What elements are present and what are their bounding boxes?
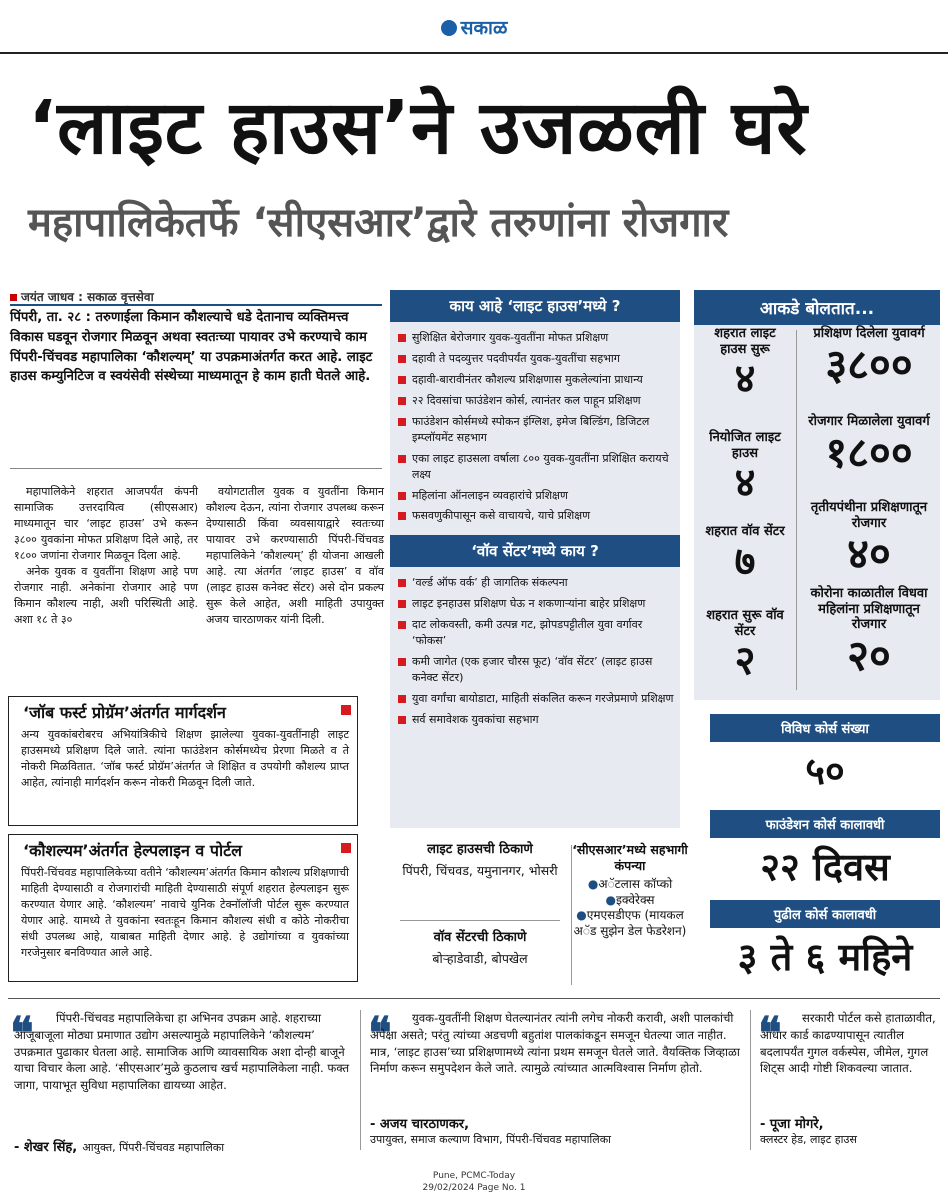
quote-3: सरकारी पोर्टल कसे हाताळावीत, आधार कार्ड काढण्यापासून त्यातील बदलापर्यंत गुगल वर्कस्पेस, जीमेल, गुगल शिट्स आदी गोष्टी शिकवल्या जातात. — [760, 1011, 936, 1076]
red-square-icon — [341, 705, 351, 715]
headline: ‘लाइट हाउस’ने उजळली घरे — [28, 85, 808, 171]
bullet-dot-icon: ● — [587, 877, 599, 892]
stat-lh-planned — [700, 430, 790, 505]
company-list — [572, 877, 688, 939]
section-text: अन्य युवकांबरोबरच अभियांत्रिकीचे शिक्षण झालेल्या युवका-युवतींनाही लाइट हाउसमध्ये प्रशिक्षण दिले जाते. त्यांना फाउंडेशन कोर्समध्येच प्रेरणा मिळते व ते नोकरी मिळवितात. ‘जॉब फर्स्ट प्रोग्रॅम’अंतर्गत जे शिक्षित व उपयोगी कौशल्य प्राप्त आहेत, त्यांनाही मार्गदर्शन करून नोकरी मिळवून दिली जाते. — [21, 728, 349, 789]
section-title: ‘कौशल्यम’अंतर्गत हेल्पलाइन व पोर्टल — [23, 841, 243, 860]
list-item: ‘वर्ल्ड ऑफ वर्क’ ही जागतिक संकल्पना — [398, 575, 674, 591]
footer-line: Pune, PCMC-Today — [432, 1171, 516, 1181]
author-role: क्लस्टर हेड, लाइट हाउस — [760, 1133, 857, 1146]
bullet-dot-icon: ● — [576, 908, 587, 923]
csr-title: ‘सीएसआर’मध्ये सहभागी कंपन्या — [572, 842, 688, 873]
company-item: ●एमएसडीएफ (मायकल अॅड सुझेन डेल फेडरेशन) — [573, 908, 687, 939]
stat-value: १८०० — [825, 427, 913, 477]
next-course-value: ३ ते ६ महिने — [737, 935, 913, 979]
stat-value: २ — [734, 638, 756, 685]
subheadline: महापालिकेतर्फे ‘सीएसआर’द्वारे तरुणांना रोजगार — [28, 200, 729, 246]
author-role: आयुक्त, पिंपरी-चिंचवड महापालिका — [82, 1141, 225, 1154]
location-text: बोऱ्हाडेवाडी, बोपखेल — [432, 950, 528, 966]
location-title: लाइट हाउसची ठिकाणे — [427, 842, 533, 857]
list-item: कमी जागेत (एक हजार चौरस फूट) ‘वॉव सेंटर’ (लाइट हाउस कनेक्ट सेंटर) — [398, 654, 674, 686]
list-item: सुशिक्षित बेरोजगार युवक-युवतींना मोफत प्रशिक्षण — [398, 330, 674, 346]
quote-2: युवक-युवतींनी शिक्षण घेतल्यानंतर त्यांनी लगेच नोकरी करावी, अशी पालकांची अपेक्षा असते; परंतु त्यांच्या अडचणी बहुतांश पालकांकडून समजून घेतल्या जात नाहीत. मात्र, ‘लाइट हाउस’च्या प्रशिक्षणामध्ये त्यांना प्रथम समजून घेतले जाते. वैयक्तिक जिव्हाळा निर्माण करून समुपदेशन केले जाते. त्यामुळे त्यांच्यात आत्मविश्‍वास निर्माण होतो. — [370, 1011, 740, 1076]
stats-divider — [796, 330, 797, 690]
wow-locations — [390, 930, 570, 990]
helpline-portal-section — [8, 834, 358, 982]
stat-value: ३८०० — [825, 339, 913, 389]
foundation-value: २२ दिवस — [760, 845, 890, 889]
quote-3-author — [760, 1114, 940, 1147]
stats-box — [694, 290, 940, 700]
author-name: - पूजा मोगरे, — [760, 1117, 824, 1132]
masthead-rule — [0, 52, 948, 54]
quotes-rule — [8, 998, 940, 999]
author-name: - अजय चारठाणकर, — [370, 1117, 470, 1132]
csr-companies — [572, 842, 688, 940]
stat-value: ४ — [734, 356, 756, 403]
stat-label: प्रशिक्षण दिलेला युवावर्ग — [813, 326, 925, 341]
stat-employed — [804, 414, 934, 476]
next-course-label: पुढील कोर्स कालावधी — [710, 900, 940, 928]
quote-divider — [750, 1010, 751, 1150]
lead-divider — [10, 468, 382, 469]
stat-wow-running — [700, 608, 790, 683]
stats-title: आकडे बोलतात... — [694, 290, 940, 325]
location-title: वॉव सेंटरची ठिकाणे — [433, 930, 527, 945]
masthead — [0, 14, 948, 40]
list-item: फसवणुकीपासून कसे वाचायचे, याचे प्रशिक्षण — [398, 508, 674, 524]
light-house-list — [390, 322, 680, 535]
body-paragraph: अनेक युवक व युवतींना शिक्षण आहे पण रोजगार नाही. अनेकांना रोजगार आहे पण किमान कौशल्य नाही, अशी परिस्थिती आहे. अशा १८ ते ३० — [14, 564, 198, 626]
stat-value: ४० — [847, 529, 891, 579]
list-item: लाइट इनहाउस प्रशिक्षण घेऊ न शकणाऱ्यांना बाहेर प्रशिक्षण — [398, 596, 674, 612]
body-paragraph: वयोगटातील युवक व युवतींना किमान कौशल्य देऊन, त्यांना रोजगार उपलब्ध करून देण्यासाठी किंवा व्यवसायाद्वारे स्वतःच्या पायावर उभे करण्यासाठी पिंपरी-चिंचवड महापालिकेने ‘कौशल्यम्’ ही योजना आखली आहे. त्या अंतर्गत ‘लाइट हाउस’ व वॉव (लाइट हाउस कनेक्ट सेंटर) असे दोन प्रकल्प सुरू केले आहेत, अशी माहिती उपायुक्त अजय चारठाणकर यांनी दिली. — [206, 485, 384, 626]
logo-seal-icon — [441, 20, 457, 36]
stat-label: शहरात वॉव सेंटर — [705, 524, 785, 539]
quote-2-author — [370, 1114, 742, 1147]
quote-mark-icon: ❝ — [368, 1008, 392, 1059]
quote-1-author — [14, 1136, 354, 1155]
wow-title: ‘वॉव सेंटर’मध्ये काय ? — [390, 535, 680, 567]
footer-line: 29/02/2024 Page No. 1 — [422, 1183, 526, 1194]
lead-paragraph: पिंपरी, ता. २८ : तरुणाईला किमान कौशल्याचे धडे देतानाच व्यक्तिमत्त्व विकास घडवून रोजगार मिळवून अथवा स्वतःच्या पायावर उभे करण्याचे काम पिंपरी-चिंचवड महापालिका ‘कौशल्यम्’ या उपक्रमाअंतर्गत करत आहे. लाइट हाउस कम्युनिटिज व स्वयंसेवी संस्थेच्या माध्यमातून हे काम हाती घेतले आहे. — [10, 310, 373, 385]
author-name: - शेखर सिंह, — [14, 1140, 78, 1155]
list-item: युवा वर्गांचा बायोडाटा, माहिती संकलित करून गरजेप्रमाणे प्रशिक्षण — [398, 691, 674, 707]
stat-label: रोजगार मिळालेला युवावर्ग — [808, 414, 930, 429]
quote-1: पिंपरी-चिंचवड महापालिकेचा हा अभिनव उपक्रम आहे. शहराच्या आजूबाजूला मोठ्या प्रमाणात उद्योग असल्यामुळे महापालिकेने ‘कौशल्यम’ उपक्रमात पुढाकार घेतला आहे. सामाजिक आणि व्यावसायिक अशा दोन्ही बाजूने याचा विचार केला आहे. ‘सीएसआर’मुळे कुठलाच खर्च महापालिकेला नाही. फक्त जागा, पायाभूत सुविधा महापालिका द्यायच्या आहेत. — [14, 1011, 350, 1093]
stat-trained — [804, 326, 934, 388]
list-item: दहावी ते पदव्युत्तर पदवीपर्यंत युवक-युवतींचा सहभाग — [398, 351, 674, 367]
list-item: २२ दिवसांचा फाउंडेशन कोर्स, त्यानंतर कल पाहून प्रशिक्षण — [398, 393, 674, 409]
sakal-logo: सकाळ — [437, 14, 512, 40]
courses-label: विविध कोर्स संख्या — [710, 714, 940, 742]
wow-list — [390, 567, 680, 739]
section-text: पिंपरी-चिंचवड महापालिकेच्या वतीने ‘कौशल्यम’अंतर्गत किमान कौशल्य प्रशिक्षणाची माहिती देण्यासाठी व रोजगारांची माहिती देण्यासाठी संपूर्ण शहरात हेल्पलाइन सुरू करण्यात येणार आहे. ‘कौशल्यम’ नावाचे युनिक टेक्नॉलॉजी पोर्टल सुरू करण्यात येणार आहे. यामध्ये ते युवकांना स्वतःहून किमान कौशल्य संधी व कोठे नोकरीचा संधी उपलब्ध आहे, याबाबत माहिती देणार आहे. हे उद्योगांच्या व युवकांच्या गरजेनुसार बनविण्यात आले आहे. — [21, 866, 349, 959]
bullet-dot-icon: ● — [605, 892, 616, 907]
footer — [0, 1170, 948, 1194]
stat-value: ७ — [734, 538, 756, 585]
light-house-locations — [390, 842, 570, 902]
body-column-2 — [206, 484, 384, 627]
location-text: पिंपरी, चिंचवड, यमुनानगर, भोसरी — [402, 862, 558, 878]
info-title: काय आहे ‘लाइट हाउस’मध्ये ? — [390, 290, 680, 322]
courses-value: ५० — [805, 749, 845, 793]
company-item: ●इक्वेरेक्स — [605, 892, 655, 907]
body-paragraph: महापालिकेने शहरात आजपर्यंत कंपनी सामाजिक उत्तरदायित्व (सीएसआर) माध्यमातून चार ‘लाइट हाउस’ उभे करून ३८०० युवकांना मोफत प्रशिक्षण दिले आहे, तर १८०० जणांना रोजगार मिळवून दिला आहे. — [14, 485, 198, 562]
red-square-icon — [341, 843, 351, 853]
foundation-label: फाउंडेशन कोर्स कालावधी — [710, 810, 940, 838]
light-house-info-box — [390, 290, 680, 828]
stat-wow-total — [700, 524, 790, 584]
quote-mark-icon: ❝ — [10, 1008, 34, 1059]
list-item: महिलांना ऑनलाइन व्यवहारांचे प्रशिक्षण — [398, 488, 674, 504]
quote-divider — [360, 1010, 361, 1150]
stat-label: तृतीयपंथीना प्रशिक्षणातून रोजगार — [810, 500, 928, 531]
list-item: सर्व समावेशक युवकांचा सहभाग — [398, 712, 674, 728]
stat-value: ४ — [734, 460, 756, 507]
stat-transgender — [804, 500, 934, 577]
stat-widows — [804, 586, 934, 679]
author-role: उपायुक्त, समाज कल्याण विभाग, पिंपरी-चिंचवड महापालिका — [370, 1133, 612, 1146]
list-item: दहावी-बारावीनंतर कौशल्य प्रशिक्षणास मुकलेल्यांना प्राधान्य — [398, 372, 674, 388]
stat-label: शहरात लाइट हाउस सुरू — [714, 326, 776, 357]
body-column-1 — [14, 484, 198, 627]
byline-marker-icon — [10, 294, 17, 301]
location-divider — [400, 920, 560, 921]
company-item: ●अॅटलास कॉप्को — [587, 877, 673, 892]
job-first-section — [8, 696, 358, 826]
stat-lh-running — [700, 326, 790, 401]
list-item: फाउंडेशन कोर्समध्ये स्पोकन इंग्लिश, इमेज बिल्डिंग, डिजिटल इम्प्लॉयमेंट सहभाग — [398, 414, 674, 446]
lead-rule — [10, 304, 382, 306]
stat-label: नियोजित लाइट हाउस — [709, 430, 781, 461]
stat-label: कोरोना काळातील विधवा महिलांना प्रशिक्षणातून रोजगार — [810, 586, 928, 633]
quote-mark-icon: ❝ — [758, 1008, 782, 1059]
stat-label: शहरात सुरू वॉव सेंटर — [706, 608, 784, 639]
section-title: ‘जॉब फर्स्ट प्रोग्रॅम’अंतर्गत मार्गदर्शन — [23, 703, 226, 722]
list-item: दाट लोकवस्ती, कमी उत्पन्न गट, झोपडपट्टीतील युवा वर्गावर ‘फोकस’ — [398, 617, 674, 649]
list-item: एका लाइट हाउसला वर्षाला ८०० युवक-युवतींना प्रशिक्षित करायचे लक्ष्य — [398, 451, 674, 483]
stat-value: २० — [847, 630, 891, 680]
byline: जयंत जाधव : सकाळ वृत्तसेवा — [10, 288, 154, 305]
